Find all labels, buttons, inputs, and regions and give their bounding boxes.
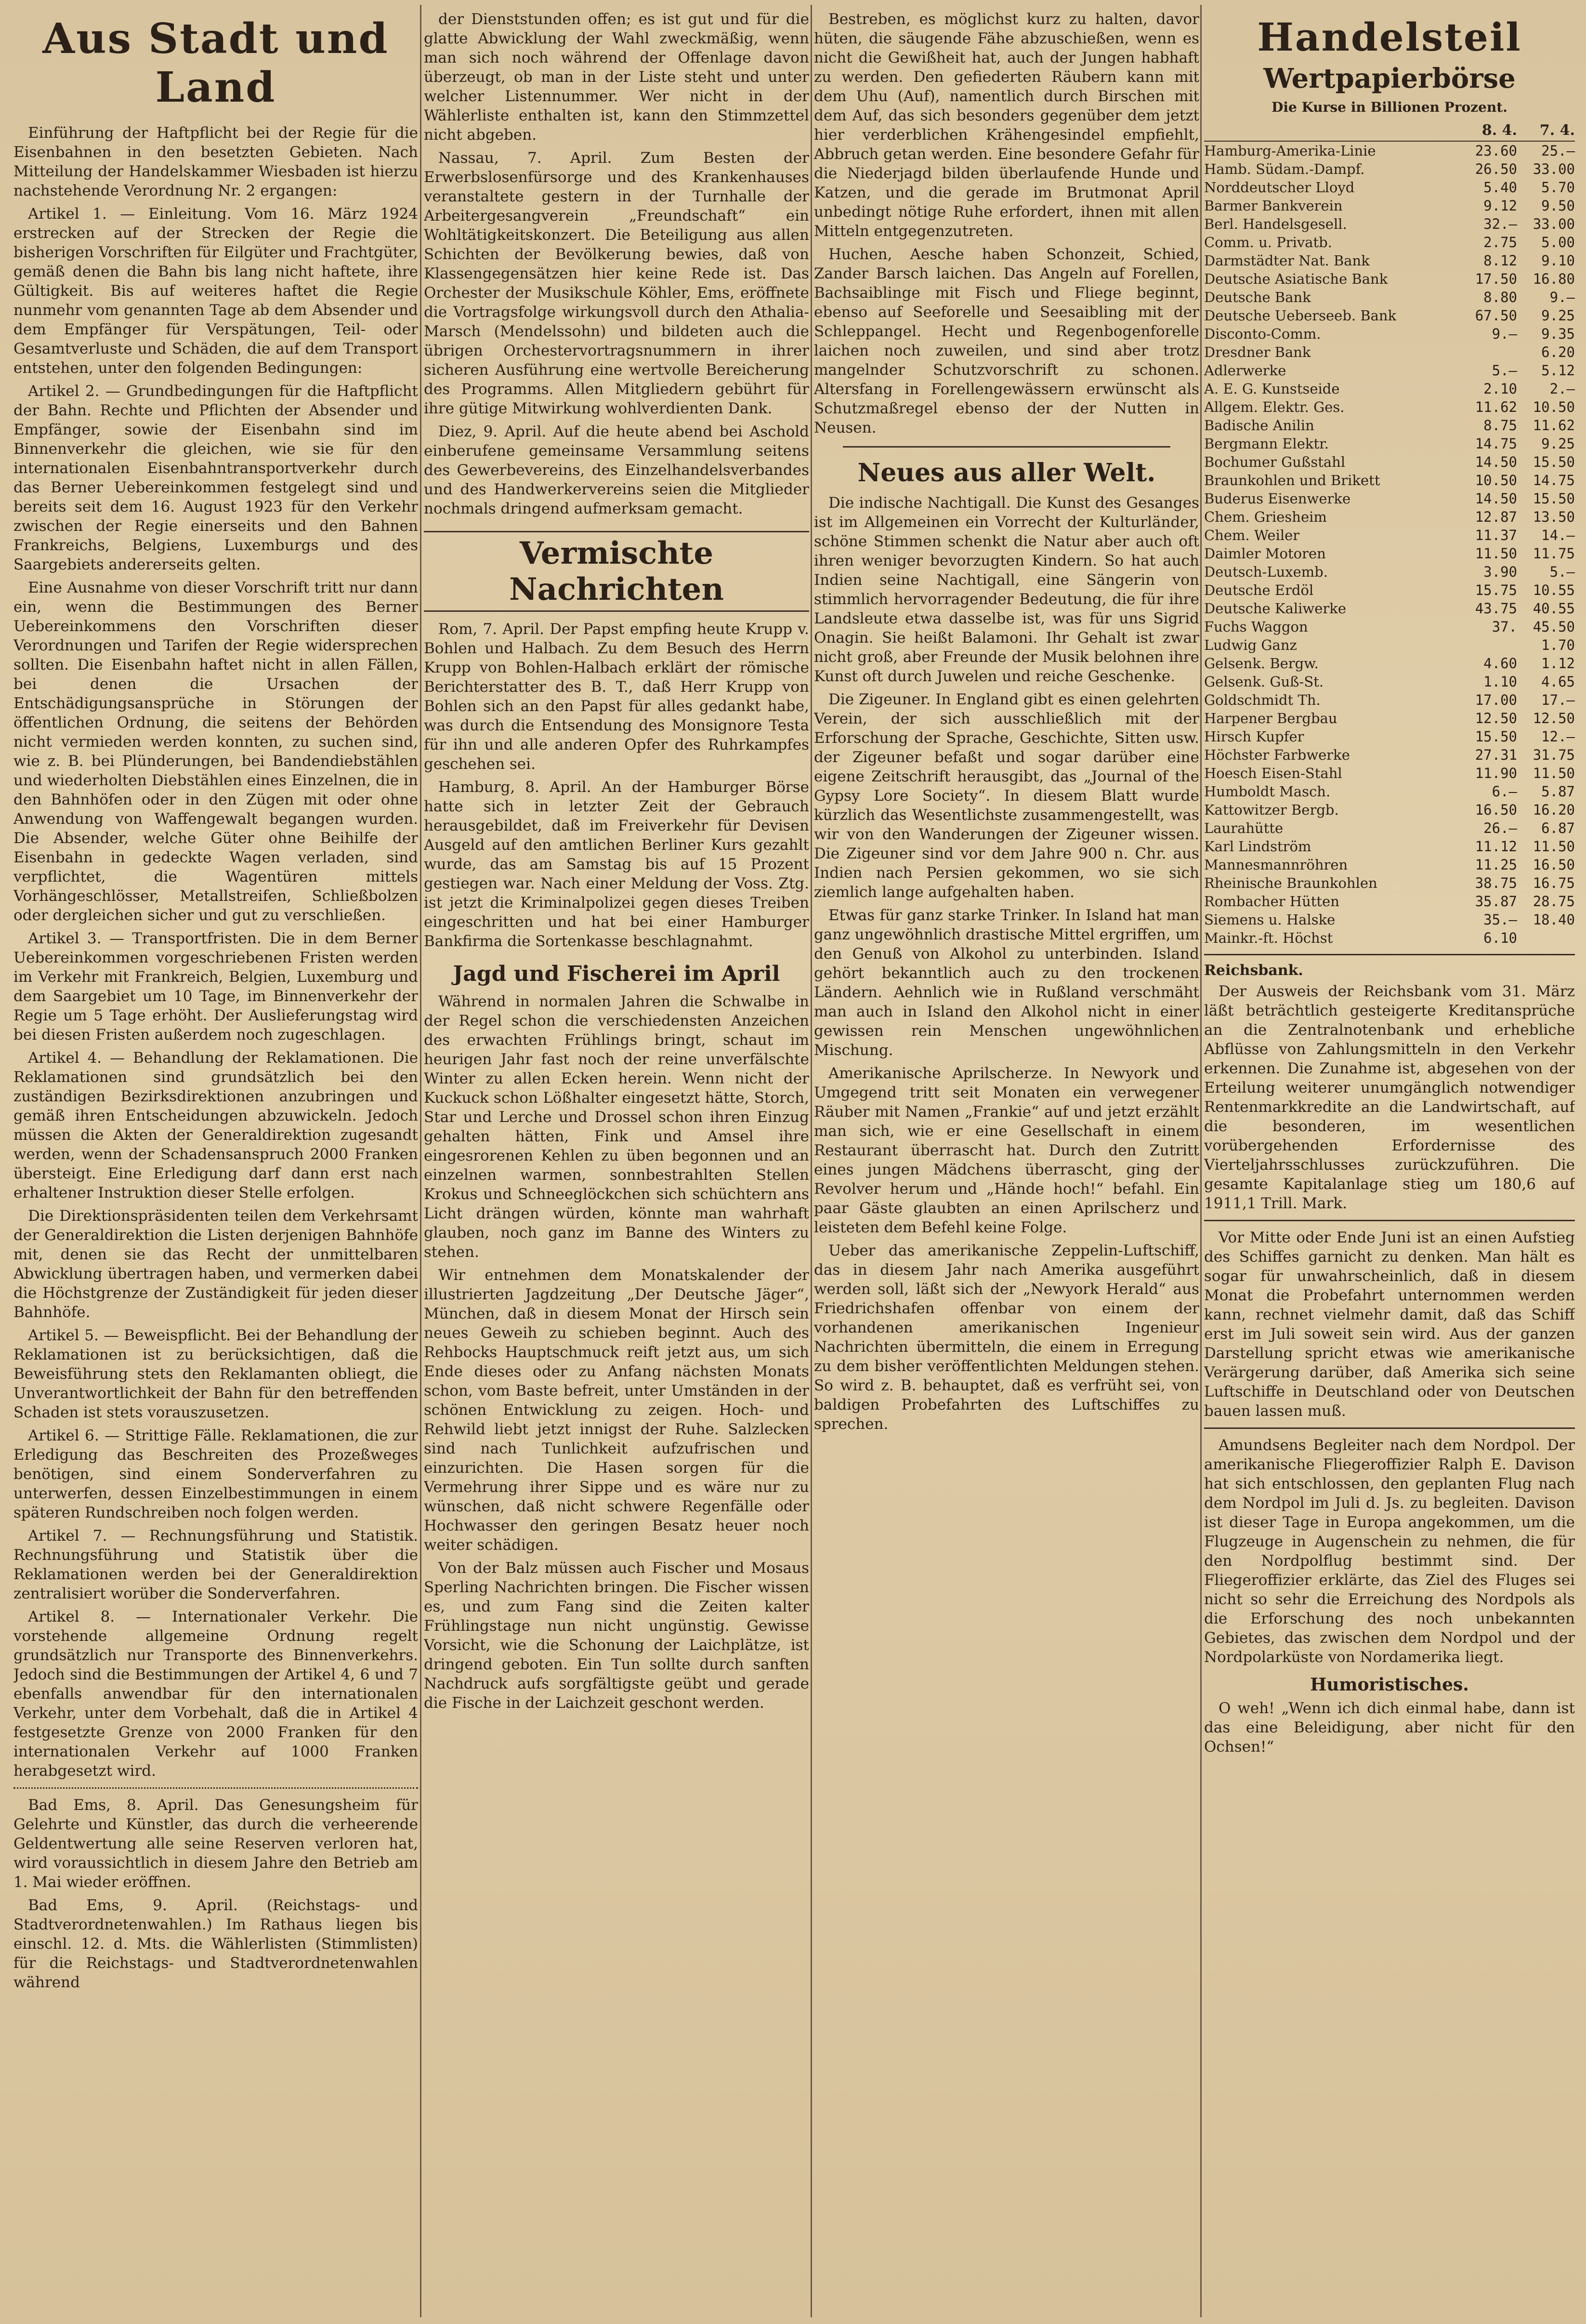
- stock-name: Norddeutscher Lloyd: [1204, 179, 1355, 196]
- stock-value-previous: 9.35: [1541, 326, 1575, 342]
- stock-value-current: 9.—: [1492, 326, 1517, 342]
- paragraph: Einführung der Haftpflicht bei der Regie für die Eisenbahnen in den besetzten Gebieten. Nach Mitteilung der Handelskammer Wiesbaden ist hierzu nachstehende Verordnung Nr. 2 ergangen:: [13, 124, 418, 199]
- stock-value-current: 37.: [1492, 619, 1517, 635]
- column-rule: [420, 5, 421, 2317]
- stock-value-previous: 16.20: [1533, 802, 1575, 818]
- stock-value-previous: 2.—: [1549, 381, 1575, 397]
- paragraph: Artikel 5. — Beweispflicht. Bei der Behandlung der Reklamationen ist zu berücksichtigen, daß die Beweisführung stets den Reklamanten obliegt, die Unverantwortlichkeit der Bahn für den betreffenden Schaden ist stets vorauszusetzen.: [13, 1327, 418, 1421]
- stock-value-previous: 17.—: [1541, 692, 1575, 708]
- stock-value-previous: 45.50: [1533, 619, 1575, 635]
- stock-row: [1204, 618, 1575, 636]
- stock-value-previous: 12.—: [1541, 728, 1575, 745]
- stock-name: Gelsenk. Bergw.: [1204, 655, 1319, 672]
- section-title-vermischte: Vermischte Nachrichten: [424, 531, 809, 612]
- stock-row: [1204, 361, 1575, 380]
- stock-value-current: 5.—: [1492, 362, 1517, 379]
- section-title-stadt-land: Aus Stadt und Land: [42, 14, 389, 112]
- stock-name: Disconto-Comm.: [1204, 326, 1321, 342]
- section-subtitle-wertpapier: Wertpapierbörse: [1263, 63, 1516, 94]
- stock-value-previous: 14.75: [1533, 472, 1575, 489]
- stock-value-current: [1459, 636, 1517, 654]
- stock-row: [1204, 251, 1575, 270]
- stock-value-previous: 9.25: [1541, 307, 1575, 324]
- stock-name: Bergmann Elektr.: [1204, 436, 1329, 452]
- paragraph: Amundsens Begleiter nach dem Nordpol. Der amerikanische Fliegeroffizier Ralph E. Davison hat sich entschlossen, den geplanten Flug nach dem Nordpol im Juli d. Js. zu begleiten. Davison ist dieser Tage in Europa angekommen, um die Flugzeuge in Augenschein zu nehmen, die für den Nordpolflug bestimmt sind. Der Fliegeroffizier erklärte, das Ziel des Fluges sei nicht so sehr die Erreichung des Nordpols als die Erforschung des noch unbekannten Gebietes, das zwischen dem Nordpol und der Nordpolarküste von Nordamerika liegt.: [1204, 1437, 1575, 1666]
- stock-value-current: 11.62: [1475, 399, 1517, 415]
- stock-value-current: 14.50: [1475, 454, 1517, 470]
- stock-row: [1204, 709, 1575, 727]
- stock-value-current: 11.90: [1475, 765, 1517, 781]
- stock-value-current: 4.60: [1483, 655, 1517, 672]
- stock-row: [1204, 306, 1575, 325]
- paragraph: Huchen, Aesche haben Schonzeit, Schied, Zander Barsch laichen. Das Angeln auf Forellen, Bachsaiblinge mit Fisch und Fliege beginnt, ebenso auf Seeforelle und Seesaibling mit der Schleppangel. Hecht und Regenbogenforelle laichen noch zuweilen, und sind aber trotz mangelnder Schutzvorschrift zu schonen. Altersfang in Forellengewässern erwünscht als Schutzmaßregel ebenso der der Nutten in Neusen.: [814, 246, 1199, 436]
- stock-value-current: 17.50: [1475, 271, 1517, 287]
- stock-row: [1204, 782, 1575, 801]
- stock-row: [1204, 215, 1575, 233]
- stock-value-current: 3.90: [1483, 564, 1517, 580]
- stock-name: Deutsche Bank: [1204, 289, 1311, 305]
- stock-value-previous: 40.55: [1533, 600, 1575, 617]
- section-title-handelsteil: Handelsteil: [1257, 14, 1522, 60]
- col1-body: [13, 123, 418, 1992]
- stock-name: Rheinische Braunkohlen: [1204, 875, 1377, 891]
- paragraph: Etwas für ganz starke Trinker. In Island hat man ganz ungewöhnlich drastische Mittel ergriffen, um den Genuß von Alkohol zu unterbinden. Island gehört bekanntlich auch zu den trockenen Ländern. Aehnlich wie in Rußland verschmäht man auch in Island den Alkohol nicht in einer gewissen rein Menschen ungewöhnlichen Mischung.: [814, 907, 1199, 1059]
- stock-name: Berl. Handelsgesell.: [1204, 216, 1347, 232]
- stock-row: [1204, 380, 1575, 398]
- stock-row: [1204, 142, 1575, 160]
- stock-name: Deutsch-Luxemb.: [1204, 564, 1328, 580]
- stock-value-current: 14.75: [1475, 436, 1517, 452]
- stock-value-previous: 5.00: [1541, 234, 1575, 251]
- stock-name: Goldschmidt Th.: [1204, 692, 1321, 708]
- stock-row: [1204, 435, 1575, 453]
- stock-value-current: 9.12: [1483, 198, 1517, 214]
- divider: [1204, 1427, 1575, 1429]
- stock-row: [1204, 416, 1575, 435]
- stock-name: Rombacher Hütten: [1204, 893, 1339, 910]
- stock-value-previous: 5.87: [1541, 783, 1575, 800]
- stock-row: [1204, 599, 1575, 618]
- stock-name: Fuchs Waggon: [1204, 619, 1308, 635]
- stock-row: [1204, 764, 1575, 782]
- stock-value-current: 11.50: [1475, 545, 1517, 562]
- paragraph: Artikel 2. — Grundbedingungen für die Haftpflicht der Bahn. Rechte und Pflichten der Absender und Empfänger, sowie der Eisenbahn sind im Binnenverkehr die gleichen, wie sie für den internationalen Eisenbahntransportverkehr durch das Berner Uebereinkommen festgelegt sind und bereits seit dem 16. August 1923 für den Verkehr zwischen der Regie einerseits und den Bahnen Frankreichs, Belgiens, Luxemburgs und des Saargebiets andererseits gelten.: [13, 383, 418, 573]
- paragraph: Eine Ausnahme von dieser Vorschrift tritt nur dann ein, wenn die Bestimmungen des Berner Uebereinkommens den Vorschriften dieser Verordnungen und Tarifen der Regie widersprechen sollten. Die Eisenbahn haftet nicht in allen Fällen, bei denen die Ursachen der Entschädigungsansprüche in Störungen der öffentlichen Ordnung, die seitens der Behörden nicht vermieden werden konnten, zu suchen sind, wie z. B. bei Plünderungen, bei Bandendiebstählen und wiederholten Diebstählen eines Einzelnen, die in den Bahnhöfen oder in den Zügen mit oder ohne Anwendung von Waffengewalt begangen wurden. Die Absender, welche Güter ohne Beihilfe der Eisenbahn in gedeckte Wagen verladen, sind verpflichtet, die Wagentüren mittels Vorhängeschlösser, Metallstreifen, Schließbolzen oder dergleichen sicher und gut zu verschließen.: [13, 579, 418, 924]
- paragraph: Die Direktionspräsidenten teilen dem Verkehrsamt der Generaldirektion die Listen derjenigen Bahnhöfe mit, denen sie das Recht der unmittelbaren Abwicklung übertragen haben, und vermerken dabei die Höchstgrenze der Zuständigkeit für jeden dieser Bahnhöfe.: [13, 1207, 418, 1321]
- stock-name: Chem. Weiler: [1204, 527, 1300, 543]
- paragraph: Die Zigeuner. In England gibt es einen gelehrten Verein, der sich ausschließlich mit der Erforschung der Sprache, Geschichte, Sitten usw. der Zigeuner befaßt und sogar darüber eine eigene Zeitschrift herausgibt, das „Journal of the Gypsy Lore Society“. In diesem Blatt wurde kürzlich das Wesentlichste zusammengestellt, was wir von den Wanderungen der Zigeuner wissen. Die Zigeuner sind vor dem Jahre 900 n. Chr. aus Indien nach Persien gekommen, wo sie sich ziemlich lange aufgehalten haben.: [814, 691, 1199, 901]
- stock-name: Gelsenk. Guß-St.: [1204, 673, 1324, 690]
- stock-value-current: 1.10: [1483, 673, 1517, 690]
- stock-value-current: 8.12: [1483, 252, 1517, 269]
- stock-value-previous: 5.—: [1549, 564, 1575, 580]
- stock-name: Deutsche Asiatische Bank: [1204, 271, 1388, 287]
- stock-value-current: 11.37: [1475, 527, 1517, 543]
- stock-value-previous: 9.10: [1541, 252, 1575, 269]
- stock-name: Humboldt Masch.: [1204, 783, 1331, 800]
- stock-row: [1204, 911, 1575, 929]
- paragraph: Von der Balz müssen auch Fischer und Mosaus Sperling Nachrichten bringen. Die Fischer wissen es, und zum Fang sind die Zeiten kalter Frühlingstage nun nicht ungünstig. Gewisse Vorsicht, wie die Schonung der Laichplätze, ist dringend geboten. Ein Tun sollte durch sanften Nachdruck aufs sorgfältigste geübt und gerade die Fische in der Laichzeit geschont werden.: [424, 1559, 809, 1712]
- paragraph: Die indische Nachtigall. Die Kunst des Gesanges ist im Allgemeinen ein Vorrecht der Kulturländer, schöne Stimmen schenkt die Natur aber auch oft ihren weniger bevorzugten Kindern. So hat auch Indien seine Nachtigall, eine Sängerin von stimmlich hervorragender Bedeutung, die für ihre Landsleute etwa dasselbe ist, was für uns Sigrid Onagin. Sie heißt Balamoni. Ihr Gehalt ist zwar nicht groß, aber Freunde der Musik belohnen ihre Kunst oft durch Juwelen und reiche Geschenke.: [814, 494, 1199, 685]
- stock-value-previous: 16.50: [1533, 857, 1575, 873]
- stock-name: Braunkohlen und Brikett: [1204, 472, 1380, 489]
- stock-row: [1204, 801, 1575, 819]
- stock-name: Dresdner Bank: [1204, 344, 1311, 360]
- stock-row: [1204, 819, 1575, 837]
- stock-value-previous: 10.55: [1533, 582, 1575, 598]
- stock-value-current: 26.50: [1475, 161, 1517, 177]
- stock-name: Karl Lindström: [1204, 838, 1311, 855]
- stock-name: Deutsche Kaliwerke: [1204, 600, 1347, 617]
- stock-name: Ludwig Ganz: [1204, 637, 1297, 653]
- stock-row: [1204, 270, 1575, 288]
- stock-value-current: [1459, 343, 1517, 361]
- stock-name: Hoesch Eisen-Stahl: [1204, 765, 1342, 781]
- column-4: [1204, 10, 1575, 2312]
- stock-value-previous: 9.50: [1541, 198, 1575, 214]
- paragraph: Artikel 7. — Rechnungsführung und Statistik. Rechnungsführung und Statistik über die Reklamationen werden bei der Generaldirektion zentralisiert worüber die Sonderverfahren.: [13, 1527, 418, 1602]
- divider: [1204, 954, 1575, 955]
- stock-value-current: 32.—: [1483, 216, 1517, 232]
- stock-value-current: 6.—: [1492, 783, 1517, 800]
- stock-value-current: 2.75: [1483, 234, 1517, 251]
- stock-value-current: 5.40: [1483, 179, 1517, 196]
- stock-row: [1204, 508, 1575, 526]
- stock-value-previous: 14.—: [1541, 527, 1575, 543]
- stock-row: [1204, 233, 1575, 251]
- stock-value-current: 23.60: [1475, 143, 1517, 159]
- stock-value-current: 8.80: [1483, 289, 1517, 305]
- stock-name: Siemens u. Halske: [1204, 911, 1336, 928]
- paragraph: Vor Mitte oder Ende Juni ist an einen Aufstieg des Schiffes garnicht zu denken. Man hält es sogar für unwahrscheinlich, daß in diesem Monat die Probefahrt unternommen werden kann, rechnet vielmehr damit, daß das Schiff erst im Juli soweit sein wird. Aus der ganzen Darstellung spricht etwas wie amerikanische Verärgerung darüber, daß Amerika sich seine Luftschiffe in Deutschland oder von Deutschen bauen lassen muß.: [1204, 1229, 1575, 1420]
- paragraph: der Dienststunden offen; es ist gut und für die glatte Abwicklung der Wahl zweckmäßig, wenn man sich noch während der Offenlage davon überzeugt, ob man in der Liste steht und unter welcher Listennummer. Wer nicht in der Wählerliste enthalten ist, kann den Stimmzettel nicht abgeben.: [424, 11, 809, 144]
- stock-row: [1204, 746, 1575, 764]
- paragraph: Artikel 1. — Einleitung. Vom 16. März 1924 erstrecken auf der Strecken der Regie die bisherigen Vorschriften für Eilgüter und Frachtgüter, gemäß denen die Bahn bis lang nicht haftete, ihre Gültigkeit. Bis auf weiteres haftet die Regie nunmehr vom genannten Tage ab dem Absender und dem Empfänger für Verspätungen, Teil- oder Gesamtverluste und Schäden, die auf dem Transport entstehen, unter den folgenden Bedingungen:: [13, 205, 418, 377]
- column-1: [13, 10, 418, 2312]
- divider: [13, 1787, 418, 1789]
- stock-row: [1204, 636, 1575, 654]
- stock-value-previous: 33.00: [1533, 161, 1575, 177]
- stock-value-previous: 4.65: [1541, 673, 1575, 690]
- stock-row: [1204, 691, 1575, 709]
- stock-value-previous: 6.87: [1541, 820, 1575, 836]
- stock-value-current: 67.50: [1475, 307, 1517, 324]
- column-3: [814, 10, 1199, 2312]
- stock-name: Darmstädter Nat. Bank: [1204, 252, 1370, 269]
- paragraph: Rom, 7. April. Der Papst empfing heute Krupp v. Bohlen und Halbach. Zu dem Besuch des Herrn Krupp von Bohlen-Halbach erklärt der römische Berichterstatter des B. T., daß Herr Krupp von Bohlen sich an den Papst für alles gedankt habe, was durch die Entsendung des Monsignore Testa für ihn und alle anderen Opfer des Ruhrkampfes geschehen sei.: [424, 621, 809, 773]
- paragraph: Wir entnehmen dem Monatskalender der illustrierten Jagdzeitung „Der Deutsche Jäger“, München, daß in diesem Monat der Hirsch sein neues Geweih zu schieben beginnt. Auch des Rehbocks Hauptschmuck reift jetzt aus, um sich Ende dieses oder zu Anfang nächsten Monats schon, vom Baste befreit, unter Umständen in der schönen Entwicklung zu zeigen. Hoch- und Rehwild liebt jetzt innigst der Ruhe. Salzlecken sind nach Tunlichkeit aufzufrischen und einzurichten. Die Hasen sorgen für die Vermehrung ihrer Sippe und es wäre nur zu wünschen, daß nicht schwere Regenfälle oder Hochwasser den geringen Besatz heuer noch weiter schädigen.: [424, 1267, 809, 1554]
- stock-name: Adlerwerke: [1204, 362, 1286, 379]
- stock-caption: Die Kurse in Billionen Prozent.: [1271, 99, 1507, 115]
- stock-row: [1204, 892, 1575, 911]
- stock-value-previous: 15.50: [1533, 490, 1575, 507]
- stock-value-current: 11.25: [1475, 857, 1517, 873]
- stock-value-previous: 15.50: [1533, 454, 1575, 470]
- stock-value-previous: 11.50: [1533, 765, 1575, 781]
- stock-row: [1204, 197, 1575, 215]
- stock-value-previous: 25.—: [1541, 143, 1575, 159]
- stock-name: Hamburg-Amerika-Linie: [1204, 143, 1376, 159]
- stock-value-previous: 18.40: [1533, 911, 1575, 928]
- paragraph: Artikel 8. — Internationaler Verkehr. Die vorstehende allgemeine Ordnung regelt grundsätzlich nur Transporte des Binnenverkehrs. Jedoch sind die Bestimmungen der Artikel 4, 6 und 7 ebenfalls anwendbar für den internationalen Verkehr, unter dem Vorbehalt, daß die in Artikel 4 festgesetzte Grenze von 2000 Franken für den internationalen Verkehr auf 1000 Franken herabgesetzt wird.: [13, 1608, 418, 1780]
- paragraph: Diez, 9. April. Auf die heute abend bei Aschold einberufene gemeinsame Versammlung seitens des Gewerbevereins, des Einzelhandelsverbandes und des Handwerkervereins seien die Mitglieder nochmals dringend aufmerksam gemacht.: [424, 423, 809, 517]
- stock-value-current: 10.50: [1475, 472, 1517, 489]
- stock-row: [1204, 856, 1575, 874]
- paragraph: Artikel 6. — Strittige Fälle. Reklamationen, die zur Erledigung das Beschreiten des Prozeßweges benötigen, sind einem Sonderverfahren zu unterwerfen, dessen Einzelbestimmungen in einem späteren Rundschreiben noch folgen werden.: [13, 1427, 418, 1521]
- paragraph: Nassau, 7. April. Zum Besten der Erwerbslosenfürsorge und des Krankenhauses veranstaltete gestern in der Turnhalle der Arbeitergesangverein „Freundschaft“ ein Wohltätigkeitskonzert. Die Beteiligung aus allen Schichten der Bevölkerung bewies, daß von Klassengegensätzen hier keine Rede ist. Das Orchester der Musikschule Köhler, Ems, eröffnete die Vortragsfolge wirkungsvoll durch den Athalia-Marsch (Mendelssohn) und bildeten auch die übrigen Orchestervortragsnummern in ihrer sicheren Ausführung eine wertvolle Bereicherung des Programms. Allen Mitgliedern gebührt für ihre gütige Mitwirkung wohlverdienten Dank.: [424, 149, 809, 417]
- stock-name: Buderus Eisenwerke: [1204, 490, 1351, 507]
- stock-value-previous: 31.75: [1533, 747, 1575, 763]
- stock-name: Hamb. Südam.-Dampf.: [1204, 161, 1365, 177]
- stock-name: Bochumer Gußstahl: [1204, 454, 1346, 470]
- stock-value-current: 17.00: [1475, 692, 1517, 708]
- stock-name: Mannesmannröhren: [1204, 857, 1348, 873]
- stock-value-previous: [1517, 929, 1575, 947]
- stock-row: [1204, 160, 1575, 178]
- stock-row: [1204, 398, 1575, 416]
- stock-row: [1204, 471, 1575, 489]
- stock-name: Laurahütte: [1204, 820, 1284, 836]
- stock-name: Deutsche Ueberseeb. Bank: [1204, 307, 1397, 324]
- stock-value-current: 15.50: [1475, 728, 1517, 745]
- stock-value-previous: 11.50: [1533, 838, 1575, 855]
- stock-value-current: 38.75: [1475, 875, 1517, 891]
- stock-name: Hirsch Kupfer: [1204, 728, 1304, 745]
- paragraph: Bad Ems, 8. April. Das Genesungsheim für Gelehrte und Künstler, das durch die verheerende Geldentwertung alle seine Reserven verloren hat, wird voraussichtlich in diesem Jahre den Betrieb am 1. Mai wieder eröffnen.: [13, 1796, 418, 1891]
- paragraph: Bestreben, es möglichst kurz zu halten, davor hüten, die säugende Fähe abzuschießen, wenn es nicht die Gewißheit hat, auch der Jungen habhaft zu werden. Den gefiederten Räubern kann mit dem Uhu (Auf), namentlich durch Birschen mit dem Auf, das sich besonders gegenüber dem jetzt hier verderblichen Krähengesindel empfiehlt, Abbruch getan werden. Eine besondere Gefahr für die Niederjagd bilden überlaufende Hunde und Katzen, und die gerade im Brutmonat April unbedingt nötige Ruhe erfordert, ihnen mit allen Mitteln entgegenzutreten.: [814, 11, 1199, 240]
- humor-title: Humoristisches.: [1310, 1675, 1469, 1695]
- stock-row: [1204, 178, 1575, 197]
- stock-value-previous: 9.—: [1549, 289, 1575, 305]
- stock-value-previous: 16.75: [1533, 875, 1575, 891]
- stock-value-previous: 11.62: [1533, 417, 1575, 434]
- stock-name: Kattowitzer Bergb.: [1204, 802, 1339, 818]
- stock-value-previous: 6.20: [1541, 344, 1575, 360]
- section-title-jagd: Jagd und Fischerei im April: [453, 962, 780, 986]
- stock-value-current: 12.87: [1475, 509, 1517, 525]
- reichsbank-title: Reichsbank.: [1204, 962, 1303, 979]
- stock-value-current: 26.—: [1483, 820, 1517, 836]
- stock-name: Deutsche Erdöl: [1204, 582, 1314, 598]
- stock-value-current: 12.50: [1475, 710, 1517, 726]
- stock-value-previous: 28.75: [1533, 893, 1575, 910]
- stock-name: Mainkr.-ft. Höchst: [1204, 930, 1333, 946]
- stock-name: Allgem. Elektr. Ges.: [1204, 399, 1345, 415]
- stock-row: [1204, 325, 1575, 343]
- stock-value-previous: 1.70: [1541, 637, 1575, 653]
- stock-table: [1204, 142, 1575, 947]
- stock-value-current: 2.10: [1483, 381, 1517, 397]
- stock-value-current: 6.10: [1483, 930, 1517, 946]
- stock-value-previous: 13.50: [1533, 509, 1575, 525]
- stock-value-current: 43.75: [1475, 600, 1517, 617]
- column-rule: [1200, 5, 1202, 2317]
- stock-row: [1204, 453, 1575, 471]
- stock-row: [1204, 654, 1575, 673]
- stock-value-previous: 5.12: [1541, 362, 1575, 379]
- paragraph: Artikel 4. — Behandlung der Reklamationen. Die Reklamationen sind grundsätzlich bei den zuständigen Bezirksdirektionen anzubringen und gemäß ihren Entscheidungen abzuwickeln. Jedoch müssen die Akten der Generaldirektion zugesandt werden, wenn der Schadensanspruch 2000 Franken übersteigt. Eine Erledigung darf dann erst nach erhaltener Instruktion dieser Stelle erfolgen.: [13, 1049, 418, 1202]
- stock-name: Barmer Bankverein: [1204, 198, 1343, 214]
- stock-table-header: [1204, 120, 1575, 142]
- stock-value-current: 11.12: [1475, 838, 1517, 855]
- stock-name: Höchster Farbwerke: [1204, 747, 1350, 763]
- stock-value-previous: 9.25: [1541, 436, 1575, 452]
- stock-value-current: 16.50: [1475, 802, 1517, 818]
- date-column-header: 8. 4.: [1481, 122, 1517, 139]
- stock-row: [1204, 581, 1575, 599]
- stock-row: [1204, 544, 1575, 563]
- stock-value-previous: 10.50: [1533, 399, 1575, 415]
- paragraph: Bad Ems, 9. April. (Reichstags- und Stadtverordnetenwahlen.) Im Rathaus liegen bis einschl. 12. d. Mts. die Wählerlisten (Stimmlisten) für die Reichstags- und Stadtverordnetenwahlen während: [13, 1897, 418, 1991]
- stock-value-previous: 1.12: [1541, 655, 1575, 672]
- stock-row: [1204, 929, 1575, 947]
- date-column-header: 7. 4.: [1539, 122, 1575, 139]
- stock-value-previous: 11.75: [1533, 545, 1575, 562]
- stock-value-previous: 5.70: [1541, 179, 1575, 196]
- stock-value-current: 35.—: [1483, 911, 1517, 928]
- stock-name: Harpener Bergbau: [1204, 710, 1337, 726]
- stock-name: A. E. G. Kunstseide: [1204, 381, 1340, 397]
- stock-value-current: 8.75: [1483, 417, 1517, 434]
- paragraph: Amerikanische Aprilscherze. In Newyork und Umgegend tritt seit Monaten ein verwegener Räuber mit Namen „Frankie“ auf und jetzt erzählt man sich, wie er eine Gesellschaft in einem Restaurant überrascht hat. Durch den Zutritt eines jungen Mädchens überrascht, ging der Revolver herum und „Hände hoch!“ befahl. Ein paar Gäste glaubten an einen Aprilscherz und leisteten dem Befehl keine Folge.: [814, 1065, 1199, 1236]
- stock-row: [1204, 727, 1575, 746]
- divider: [843, 446, 1170, 448]
- stock-value-current: 35.87: [1475, 893, 1517, 910]
- stock-row: [1204, 673, 1575, 691]
- stock-row: [1204, 526, 1575, 544]
- stock-name: Comm. u. Privatb.: [1204, 234, 1332, 251]
- paragraph: Artikel 3. — Transportfristen. Die in dem Berner Uebereinkommen vorgeschriebenen Fristen werden im Verkehr mit Frankreich, Belgien, Luxemburg und dem Saargebiet um 10 Tage, im Binnenverkehr der Regie um 5 Tage erhöht. Der Auslieferungstag wird bei diesen Fristen außerdem noch zugeschlagen.: [13, 930, 418, 1043]
- stock-row: [1204, 343, 1575, 361]
- stock-row: [1204, 837, 1575, 856]
- stock-name: Daimler Motoren: [1204, 545, 1326, 562]
- stock-row: [1204, 489, 1575, 508]
- paragraph: Der Ausweis der Reichsbank vom 31. März läßt beträchtlich gesteigerte Kreditansprüche an die Zentralnotenbank und erhebliche Abflüsse von Zahlungsmitteln in den Verkehr erkennen. Die Zunahme ist, abgesehen von der Erteilung weiterer unumgänglich notwendiger Rentenmarkkredite an die Landwirtschaft, auf die besonderen, im wesentlichen vorübergehenden Erfordernisse des Vierteljahrsschlusses zurückzuführen. Die gesamte Kapitalanlage stieg um 180,6 auf 1911,1 Trill. Mark.: [1204, 983, 1575, 1212]
- stock-value-current: 15.75: [1475, 582, 1517, 598]
- stock-row: [1204, 874, 1575, 892]
- paragraph: Hamburg, 8. April. An der Hamburger Börse hatte sich in letzter Zeit der Gebrauch herausgebildet, daß im Freiverkehr für Devisen Ausgeld auf den amtlichen Berliner Kurs gezahlt wurde, das am Samstag bis auf 15 Prozent gestiegen war. Nach einer Meldung der Voss. Ztg. ist jetzt die Kriminalpolizei gegen dieses Treiben eingeschritten und hat bei einer Hamburger Bankfirma die Sortenkasse beschlagnahmt.: [424, 779, 809, 950]
- divider: [1204, 1220, 1575, 1221]
- stock-row: [1204, 563, 1575, 581]
- stock-value-previous: 12.50: [1533, 710, 1575, 726]
- stock-name: Chem. Griesheim: [1204, 509, 1327, 525]
- column-rule: [811, 5, 812, 2317]
- column-2: [424, 10, 809, 2312]
- paragraph: Während in normalen Jahren die Schwalbe in der Regel schon die verschiedensten Anzeichen des erwachten Frühlings bringt, schaut im heurigen Jahr fast noch der reine unverfälschte Winter zu allen Ecken herein. Wenn nicht der Kuckuck schon Lößhalter eingesetzt hätte, Storch, Star und Lerche und Drossel schon ihren Einzug gehalten hätten, Fink und Amsel ihre eingesrorenen Kehlen zu üben begonnen und an einzelnen warmen, sonnbestrahlten Stellen Krokus und Schneeglöckchen sich schüchtern ans Licht drängen würden, könnte man wahrhaft glauben, noch ganz im Banne des Winters zu stehen.: [424, 993, 809, 1261]
- section-title-neues: Neues aus aller Welt.: [857, 458, 1156, 488]
- stock-row: [1204, 288, 1575, 306]
- paragraph: O weh! „Wenn ich dich einmal habe, dann ist das eine Beleidigung, aber nicht für den Ochsen!“: [1204, 1700, 1575, 1756]
- stock-value-previous: 16.80: [1533, 271, 1575, 287]
- paragraph: Ueber das amerikanische Zeppelin-Luftschiff, das in diesem Jahr nach Amerika ausgeführt werden soll, läßt sich der „Newyork Herald“ aus Friedrichshafen offenbar von einem der vorhandenen amerikanischen Ingenieur Nachrichten übermitteln, die einem in Erregung zu dem bisher veröffentlichten Meldungen stehen. So wird z. B. behauptet, daß es verfrüht sei, von baldigen Probefahrten des Luftschiffes zu sprechen.: [814, 1242, 1199, 1433]
- stock-value-current: 27.31: [1475, 747, 1517, 763]
- stock-value-current: 14.50: [1475, 490, 1517, 507]
- stock-value-previous: 33.00: [1533, 216, 1575, 232]
- stock-name: Badische Anilin: [1204, 417, 1314, 434]
